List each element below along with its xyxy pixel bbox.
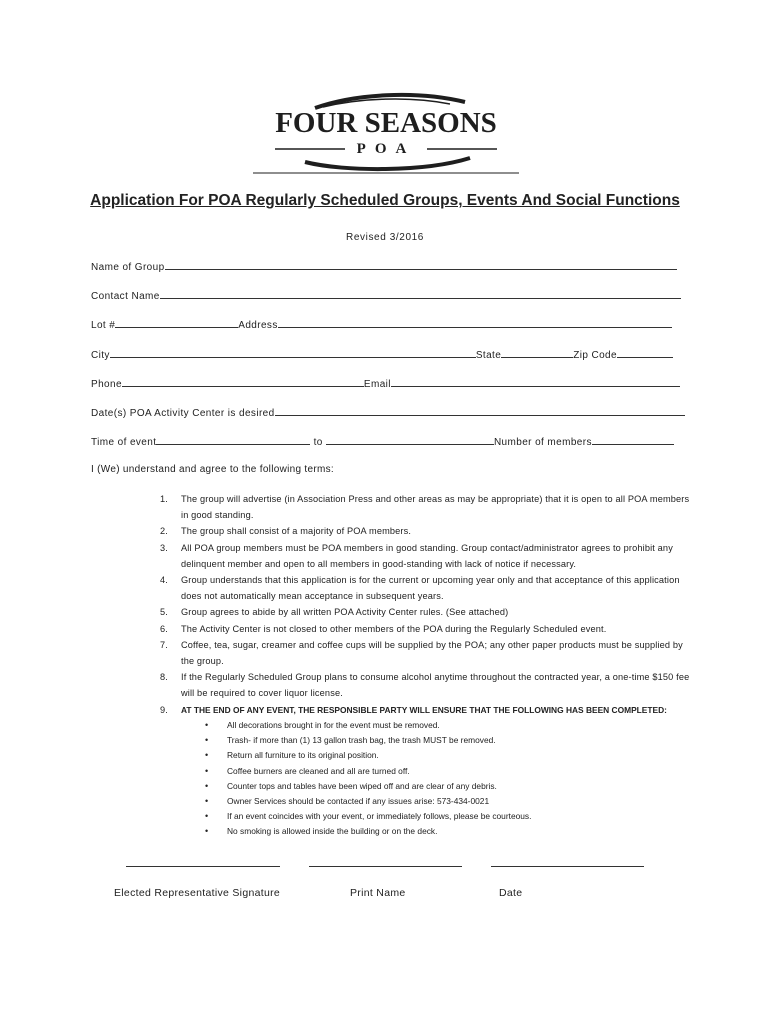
- checklist-item: [205, 794, 675, 809]
- field-label: Lot #: [91, 320, 116, 331]
- field-label: Phone: [91, 379, 122, 390]
- field-label: Date(s) POA Activity Center is desired: [91, 408, 275, 419]
- bullet-icon: •: [205, 765, 209, 776]
- term-number: 8.: [160, 672, 168, 683]
- field-name-of-group[interactable]: [91, 260, 677, 273]
- checklist-text: Trash- if more than (1) 13 gallon trash bag, the trash MUST be removed.: [227, 735, 496, 746]
- field-phone-email[interactable]: [91, 377, 680, 390]
- logo-wordmark: FOUR SEASONS: [275, 107, 497, 139]
- blank-line: [122, 377, 364, 387]
- field-dates-desired[interactable]: [91, 406, 685, 419]
- checklist-item: [205, 718, 675, 733]
- blank-line: [326, 435, 494, 445]
- term-text: AT THE END OF ANY EVENT, THE RESPONSIBLE PARTY WILL ENSURE THAT THE FOLLOWING HAS BEEN COMPLETED:: [181, 704, 667, 715]
- blank-line: [160, 289, 681, 299]
- blank-line: [115, 318, 238, 328]
- field-label: Name of Group: [91, 262, 165, 273]
- term-number: 3.: [160, 542, 168, 553]
- term-item: [150, 491, 690, 523]
- term-item: [150, 604, 690, 620]
- term-text: Group understands that this application is for the current or upcoming year only and that acceptance of this application does not automatically mean acceptance in subsequent years.: [181, 575, 680, 602]
- field-lot-address[interactable]: [91, 318, 672, 331]
- term-item: [150, 572, 690, 604]
- field-label: Zip Code: [573, 350, 617, 361]
- checklist-text: Counter tops and tables have been wiped off and are clear of any debris.: [227, 780, 497, 791]
- checklist-item: [205, 764, 675, 779]
- signature-label-date: Date: [499, 887, 523, 899]
- term-text: The group will advertise (in Association Press and other areas as may be appropriate) that it is open to all POA members in good standing.: [181, 494, 690, 521]
- field-contact-name[interactable]: [91, 289, 681, 302]
- term-text: The group shall consist of a majority of POA members.: [181, 526, 412, 537]
- blank-line: [391, 377, 680, 387]
- logo-subtitle: POA: [356, 141, 416, 157]
- term-text: The Activity Center is not closed to other members of the POA during the Regularly Scheduled event.: [181, 623, 607, 634]
- blank-line: [165, 260, 677, 270]
- bullet-icon: •: [205, 735, 209, 746]
- field-label: Address: [238, 320, 278, 331]
- checklist-item: [205, 824, 675, 839]
- checklist-text: If an event coincides with your event, or immediately follows, please be courteous.: [227, 811, 532, 822]
- checklist-text: Coffee burners are cleaned and all are turned off.: [227, 765, 410, 776]
- completion-checklist: [205, 718, 675, 840]
- term-number: 6.: [160, 623, 168, 634]
- signature-label-elected-rep: Elected Representative Signature: [114, 887, 281, 899]
- checklist-text: All decorations brought in for the event must be removed.: [227, 720, 440, 730]
- term-number: 4.: [160, 575, 168, 586]
- field-time-members[interactable]: [91, 435, 674, 448]
- bullet-icon: •: [205, 780, 209, 791]
- bullet-icon: •: [205, 750, 209, 761]
- term-number: 1.: [160, 494, 168, 504]
- signature-line-date[interactable]: [491, 866, 644, 867]
- term-item: [150, 702, 690, 718]
- term-text: All POA group members must be POA members in good standing. Group contact/administrator agrees to prohibit any delinquent member and open to all members in good-standing with lack of notice if necessary.: [181, 542, 673, 569]
- term-text: Coffee, tea, sugar, creamer and coffee cups will be supplied by the POA; any other paper products must be supplied by the group.: [181, 639, 683, 667]
- bullet-icon: •: [205, 796, 209, 807]
- term-item: [150, 637, 690, 669]
- checklist-text: No smoking is allowed inside the building or on the deck.: [227, 826, 438, 837]
- signature-label-print-name: Print Name: [350, 887, 406, 899]
- checklist-item: [205, 748, 675, 763]
- blank-line: [501, 348, 573, 358]
- field-label: Email: [363, 379, 391, 390]
- checklist-item: [205, 779, 675, 794]
- term-number: 5.: [160, 607, 168, 618]
- term-number: 2.: [160, 526, 168, 537]
- term-number: 9.: [160, 704, 168, 715]
- term-text: Group agrees to abide by all written POA Activity Center rules. (See attached): [181, 607, 509, 618]
- field-label: City: [91, 350, 110, 361]
- term-item: [150, 540, 690, 572]
- blank-line: [110, 348, 476, 358]
- bullet-icon: •: [205, 720, 209, 730]
- blank-line: [275, 406, 685, 416]
- field-label: Number of members: [493, 437, 592, 448]
- page-title: Application For POA Regularly Scheduled Groups, Events And Social Functions: [90, 192, 680, 209]
- blank-line: [617, 348, 673, 358]
- checklist-item: [205, 809, 675, 824]
- terms-list: [150, 491, 690, 718]
- checklist-text: Owner Services should be contacted if any issues arise: 573-434-0021: [227, 796, 490, 807]
- terms-intro: I (We) understand and agree to the following terms:: [91, 464, 335, 475]
- blank-line: [156, 435, 310, 445]
- field-label: State: [475, 350, 502, 361]
- term-number: 7.: [160, 639, 168, 650]
- bullet-icon: •: [205, 811, 209, 822]
- signature-line-elected-rep[interactable]: [126, 866, 280, 867]
- term-item: [150, 523, 690, 539]
- four-seasons-poa-logo: [245, 92, 527, 174]
- term-item: [150, 621, 690, 637]
- field-label: Contact Name: [91, 291, 160, 302]
- field-label: to: [313, 437, 323, 448]
- signature-line-print-name[interactable]: [309, 866, 462, 867]
- blank-line: [592, 435, 674, 445]
- field-label: Time of event: [91, 437, 157, 448]
- bullet-icon: •: [205, 826, 209, 837]
- term-item: [150, 669, 690, 701]
- revision-note: Revised 3/2016: [346, 232, 424, 243]
- term-text: If the Regularly Scheduled Group plans to consume alcohol anytime throughout the contracted year, a one-time $150 fee will be required to cover liquor license.: [181, 672, 690, 699]
- checklist-text: Return all furniture to its original position.: [227, 750, 379, 761]
- field-city-state-zip[interactable]: [91, 348, 673, 361]
- blank-line: [278, 318, 672, 328]
- checklist-item: [205, 733, 675, 748]
